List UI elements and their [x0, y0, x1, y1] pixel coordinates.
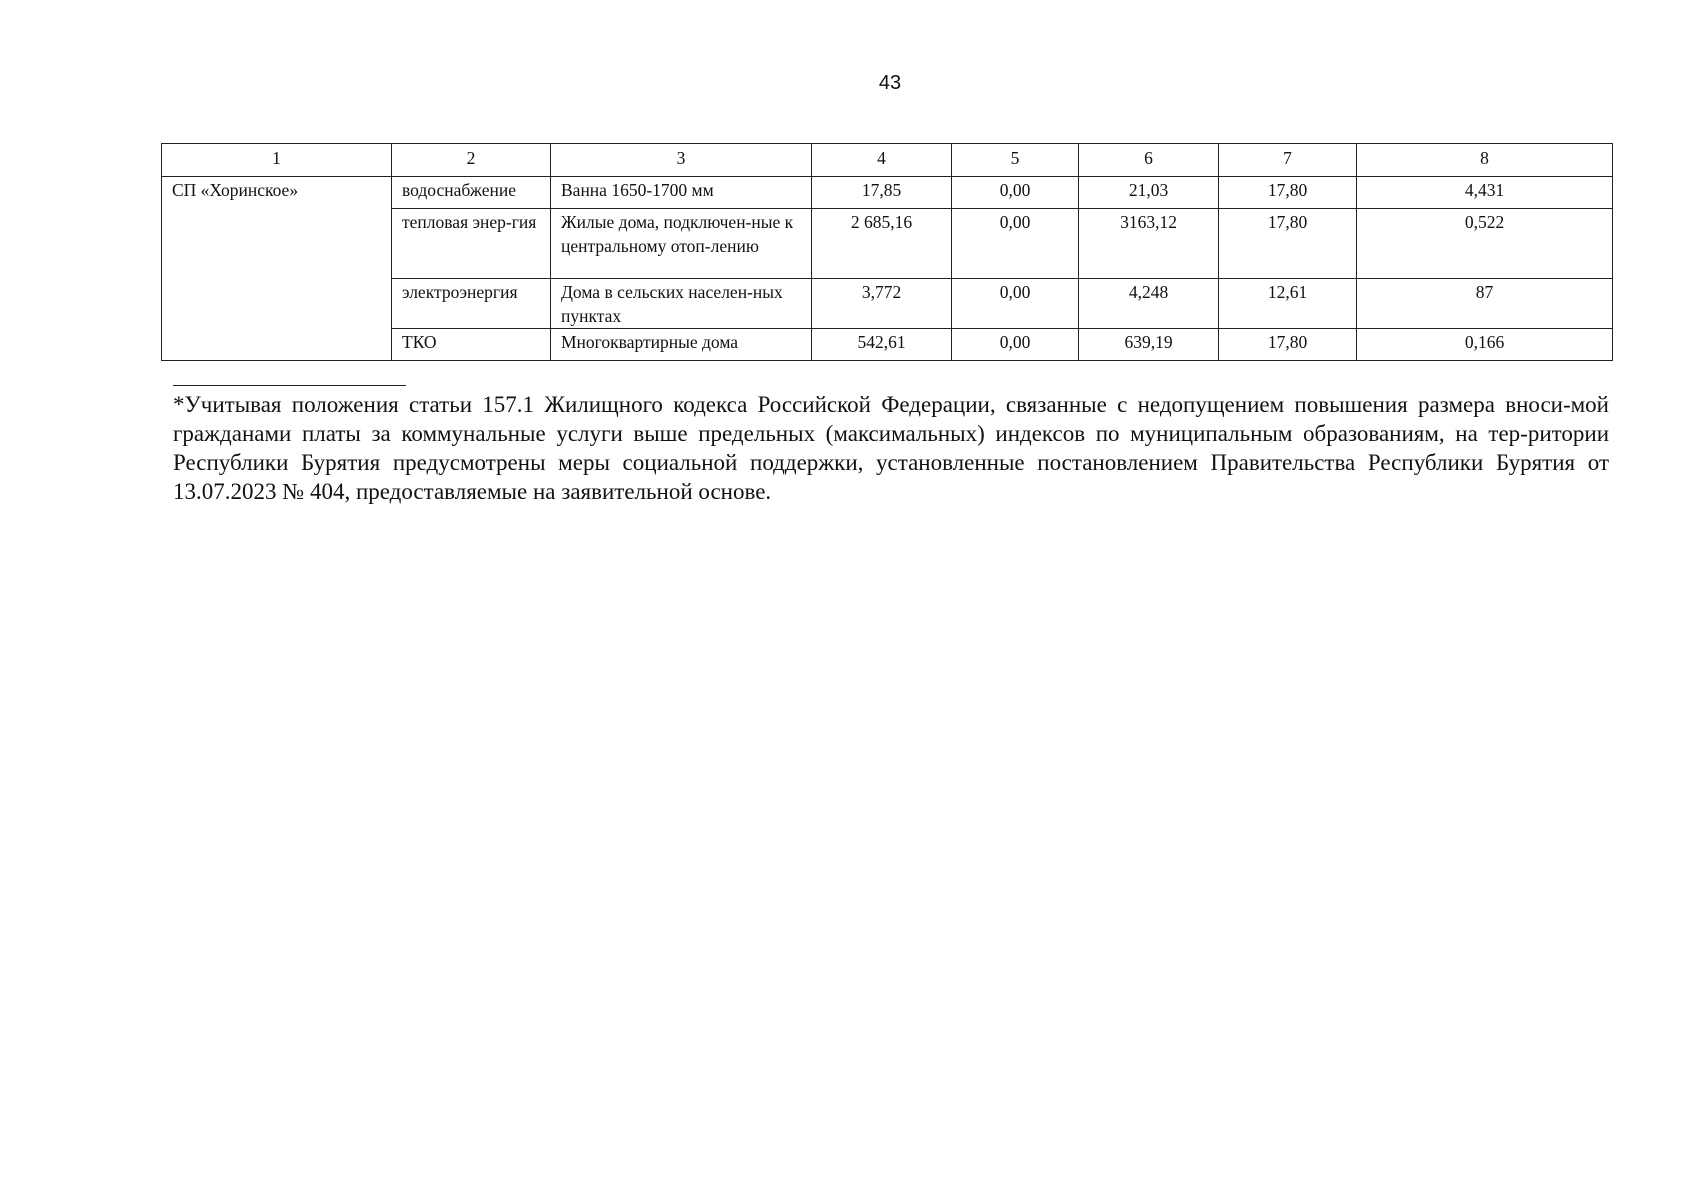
footnote-text: *Учитывая положения статьи 157.1 Жилищного кодекса Российской Федерации, связанные с недопущением повышения размера вноси-мой гражданами платы за коммунальные услуги выше предельных (максимальных) индексов по муниципальным образованиям, на тер-ритории Республики Бурятия предусмотрены меры социальной поддержки, установленные постановлением Правительства Республики Бурятия от 13.07.2023 № 404, предоставляемые на заявительной основе.: [173, 392, 1609, 504]
service-cell: ТКО: [392, 329, 551, 361]
column-header: 5: [952, 144, 1079, 177]
table-row: [162, 177, 1613, 209]
value-cell: 17,80: [1219, 209, 1357, 279]
value-cell: 87: [1357, 279, 1613, 329]
value-cell: 4,431: [1357, 177, 1613, 209]
value-cell: 639,19: [1079, 329, 1219, 361]
category-cell: Жилые дома, подключен-ные к центральному отоп-лению: [551, 209, 812, 279]
service-cell: электроэнергия: [392, 279, 551, 329]
value-cell: 0,00: [952, 209, 1079, 279]
value-cell: 0,00: [952, 279, 1079, 329]
value-cell: 17,85: [812, 177, 952, 209]
service-cell: тепловая энер-гия: [392, 209, 551, 279]
value-cell: 4,248: [1079, 279, 1219, 329]
municipality-cell: СП «Хоринское»: [162, 177, 392, 361]
value-cell: 2 685,16: [812, 209, 952, 279]
column-header: 1: [162, 144, 392, 177]
footnote-divider: [173, 385, 406, 386]
value-cell: 17,80: [1219, 329, 1357, 361]
value-cell: 542,61: [812, 329, 952, 361]
value-cell: 21,03: [1079, 177, 1219, 209]
category-cell: Дома в сельских населен-ных пунктах: [551, 279, 812, 329]
page-number: 43: [878, 72, 902, 94]
value-cell: 0,522: [1357, 209, 1613, 279]
column-header: 6: [1079, 144, 1219, 177]
service-cell: водоснабжение: [392, 177, 551, 209]
category-cell: Многоквартирные дома: [551, 329, 812, 361]
value-cell: 0,166: [1357, 329, 1613, 361]
column-header: 7: [1219, 144, 1357, 177]
tariff-table: [161, 143, 1613, 361]
value-cell: 17,80: [1219, 177, 1357, 209]
value-cell: 3163,12: [1079, 209, 1219, 279]
column-header: 8: [1357, 144, 1613, 177]
category-cell: Ванна 1650-1700 мм: [551, 177, 812, 209]
value-cell: 0,00: [952, 329, 1079, 361]
value-cell: 0,00: [952, 177, 1079, 209]
table-header-row: [162, 144, 1613, 177]
column-header: 3: [551, 144, 812, 177]
value-cell: 3,772: [812, 279, 952, 329]
column-header: 4: [812, 144, 952, 177]
value-cell: 12,61: [1219, 279, 1357, 329]
column-header: 2: [392, 144, 551, 177]
